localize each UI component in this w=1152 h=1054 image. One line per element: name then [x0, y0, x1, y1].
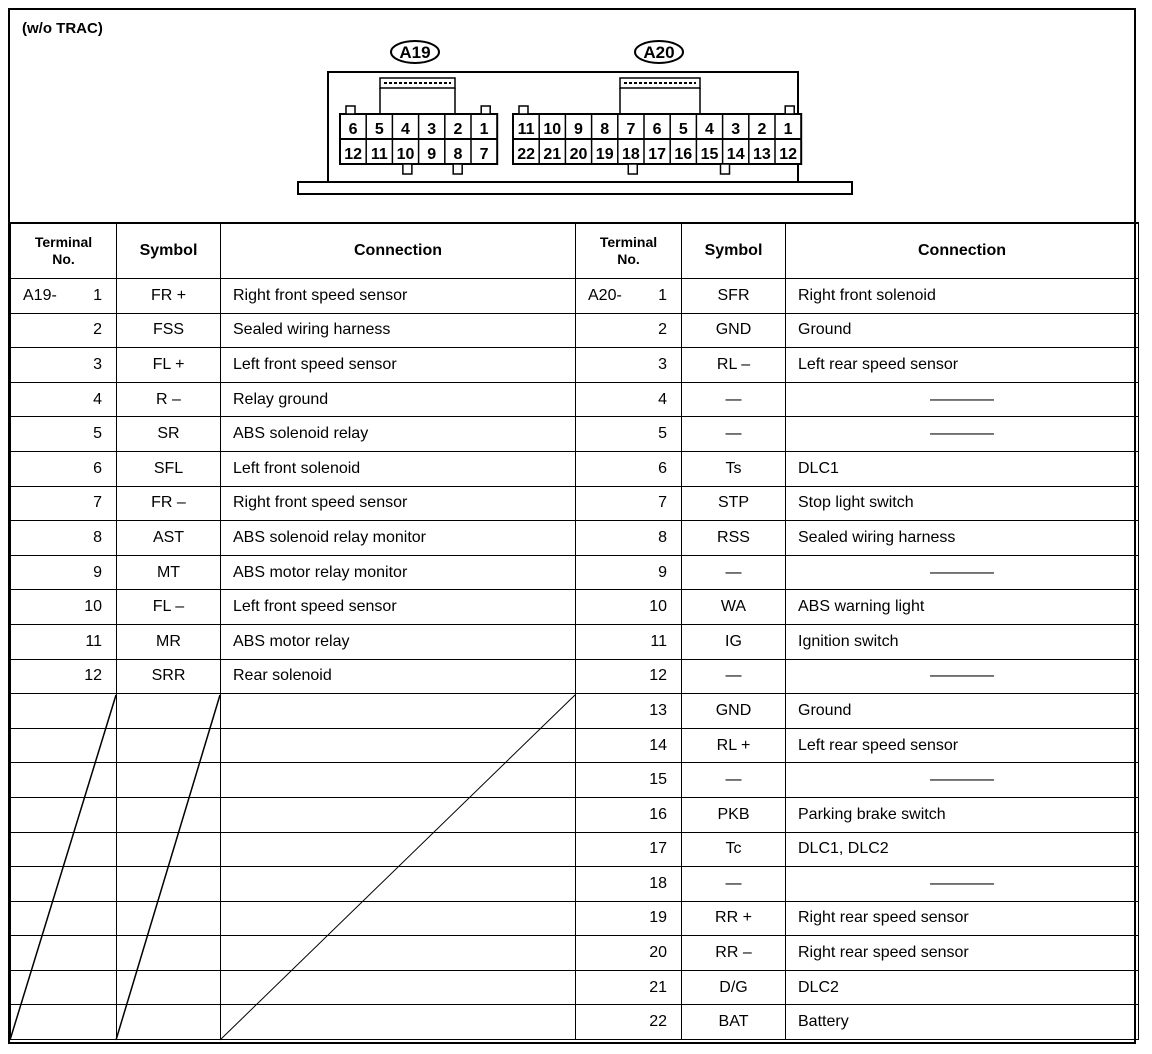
table-row	[576, 694, 1139, 729]
connection-cell: DLC1	[786, 451, 1139, 486]
table-row	[576, 279, 1139, 314]
terminal-no	[11, 694, 117, 729]
pin-number: 7	[479, 146, 489, 163]
terminal-no: 7	[576, 486, 682, 521]
left-terminal-table	[10, 222, 576, 1040]
terminal-no: 13	[576, 694, 682, 729]
connection-cell: ————	[786, 382, 1139, 417]
symbol-cell: —	[682, 417, 786, 452]
table-row	[11, 624, 576, 659]
pin-number: 13	[753, 146, 771, 163]
connection-cell: ————	[786, 417, 1139, 452]
wiring-page	[8, 8, 1136, 1044]
connection-cell: Right rear speed sensor	[786, 936, 1139, 971]
symbol-cell	[117, 970, 221, 1005]
terminal-no: 22	[576, 1005, 682, 1040]
connector-svg	[10, 10, 1138, 222]
pin-number: 4	[705, 121, 714, 138]
connection-cell	[221, 936, 576, 971]
connection-cell: Ground	[786, 694, 1139, 729]
table-row	[11, 867, 576, 902]
table-row	[11, 521, 576, 556]
table-row	[11, 970, 576, 1005]
connection-cell: Rear solenoid	[221, 659, 576, 694]
symbol-cell: RR –	[682, 936, 786, 971]
connector-label: A20	[643, 43, 675, 62]
terminal-no	[11, 936, 117, 971]
symbol-header: Symbol	[117, 223, 221, 279]
table-row	[11, 348, 576, 383]
connection-cell: ABS motor relay monitor	[221, 555, 576, 590]
pin-number: 1	[783, 121, 793, 138]
terminal-no: 4	[11, 382, 117, 417]
terminal-no: 10	[11, 590, 117, 625]
connection-cell: ABS solenoid relay	[221, 417, 576, 452]
symbol-cell: R –	[117, 382, 221, 417]
symbol-cell: SFR	[682, 279, 786, 314]
connection-cell: Left rear speed sensor	[786, 348, 1139, 383]
connection-cell: Left front speed sensor	[221, 348, 576, 383]
variant-label: (w/o TRAC)	[22, 20, 103, 37]
symbol-cell: PKB	[682, 797, 786, 832]
symbol-cell: WA	[682, 590, 786, 625]
pin-number: 14	[726, 146, 745, 163]
pin-number: 15	[700, 146, 719, 163]
table-row	[576, 970, 1139, 1005]
symbol-cell: Ts	[682, 451, 786, 486]
table-row	[576, 417, 1139, 452]
connection-cell: Left front speed sensor	[221, 590, 576, 625]
connection-cell: Ground	[786, 313, 1139, 348]
pin-number: 11	[517, 121, 535, 138]
pin-number: 7	[626, 121, 636, 138]
symbol-cell: RR +	[682, 901, 786, 936]
connection-cell: ABS solenoid relay monitor	[221, 521, 576, 556]
terminal-no: 11	[11, 624, 117, 659]
symbol-cell: GND	[682, 313, 786, 348]
table-row	[576, 1005, 1139, 1040]
connection-cell: Stop light switch	[786, 486, 1139, 521]
symbol-cell: —	[682, 763, 786, 798]
right-terminal-table	[575, 222, 1139, 1040]
pin-number: 3	[731, 121, 741, 138]
connection-cell: Battery	[786, 1005, 1139, 1040]
pin-number: 8	[453, 146, 463, 163]
pin-number: 8	[600, 121, 610, 138]
connector-label: A19	[399, 43, 431, 62]
symbol-cell: IG	[682, 624, 786, 659]
connection-cell: Sealed wiring harness	[221, 313, 576, 348]
connection-cell: Sealed wiring harness	[786, 521, 1139, 556]
symbol-cell: FSS	[117, 313, 221, 348]
pin-number: 6	[348, 121, 358, 138]
table-row	[11, 590, 576, 625]
pin-number: 17	[648, 146, 666, 163]
connection-cell: ABS warning light	[786, 590, 1139, 625]
pin-number: 9	[574, 121, 583, 138]
table-row	[576, 313, 1139, 348]
symbol-cell: SFL	[117, 451, 221, 486]
terminal-no: 19	[576, 901, 682, 936]
connection-cell	[221, 867, 576, 902]
table-row	[576, 867, 1139, 902]
table-row	[11, 832, 576, 867]
terminal-no: 9	[11, 555, 117, 590]
terminal-no	[11, 1005, 117, 1040]
pin-number: 10	[543, 121, 562, 138]
table-row	[576, 521, 1139, 556]
connection-cell	[221, 832, 576, 867]
symbol-header: Symbol	[682, 223, 786, 279]
symbol-cell: —	[682, 659, 786, 694]
pin-number: 11	[370, 146, 388, 163]
symbol-cell	[117, 763, 221, 798]
terminal-no: 12	[11, 659, 117, 694]
pin-number: 12	[779, 146, 797, 163]
connection-cell	[221, 797, 576, 832]
symbol-cell: —	[682, 382, 786, 417]
table-row	[11, 1005, 576, 1040]
pin-number: 5	[678, 121, 688, 138]
table-row	[11, 936, 576, 971]
table-row	[576, 936, 1139, 971]
symbol-cell	[117, 1005, 221, 1040]
symbol-cell: FR +	[117, 279, 221, 314]
terminal-no: 4	[576, 382, 682, 417]
table-row	[11, 382, 576, 417]
connection-cell: ————	[786, 867, 1139, 902]
pin-number: 5	[374, 121, 384, 138]
terminal-no: 21	[576, 970, 682, 1005]
connection-header: Connection	[221, 223, 576, 279]
connection-cell: ————	[786, 555, 1139, 590]
terminal-no	[11, 763, 117, 798]
pin-number: 19	[595, 146, 614, 163]
pin-number: 16	[674, 146, 693, 163]
terminal-no	[11, 867, 117, 902]
table-row	[576, 382, 1139, 417]
terminal-no: 9	[576, 555, 682, 590]
symbol-cell	[117, 694, 221, 729]
table-row	[576, 348, 1139, 383]
terminal-no: 3	[576, 348, 682, 383]
pin-number: 2	[757, 121, 767, 138]
table-row	[11, 659, 576, 694]
connection-cell: Right front solenoid	[786, 279, 1139, 314]
terminal-header: Terminal No.	[11, 223, 117, 279]
terminal-no	[11, 728, 117, 763]
symbol-cell: MT	[117, 555, 221, 590]
connection-cell: ABS motor relay	[221, 624, 576, 659]
symbol-cell	[117, 832, 221, 867]
connection-cell: Relay ground	[221, 382, 576, 417]
table-row	[576, 832, 1139, 867]
pin-number: 4	[401, 121, 410, 138]
table-row	[576, 590, 1139, 625]
table-row	[576, 486, 1139, 521]
terminal-no: 18	[576, 867, 682, 902]
table-row	[576, 659, 1139, 694]
connection-cell: DLC2	[786, 970, 1139, 1005]
terminal-no	[11, 970, 117, 1005]
terminal-no: 14	[576, 728, 682, 763]
connection-cell: Right rear speed sensor	[786, 901, 1139, 936]
terminal-no: 7	[11, 486, 117, 521]
terminal-no: A20- 1	[576, 279, 682, 314]
table-row	[576, 555, 1139, 590]
symbol-cell: —	[682, 555, 786, 590]
terminal-no	[11, 832, 117, 867]
symbol-cell: —	[682, 867, 786, 902]
table-row	[11, 555, 576, 590]
pin-number: 3	[427, 121, 437, 138]
terminal-no: 8	[576, 521, 682, 556]
connection-header: Connection	[786, 223, 1139, 279]
pin-number: 21	[543, 146, 562, 163]
pin-number: 18	[622, 146, 640, 163]
pin-number: 6	[652, 121, 662, 138]
table-row	[11, 417, 576, 452]
terminal-no: 6	[576, 451, 682, 486]
symbol-cell	[117, 728, 221, 763]
symbol-cell: FL –	[117, 590, 221, 625]
pin-number: 10	[396, 146, 415, 163]
terminal-no: 6	[11, 451, 117, 486]
table-row	[576, 901, 1139, 936]
terminal-no: 8	[11, 521, 117, 556]
table-row	[11, 313, 576, 348]
symbol-cell	[117, 901, 221, 936]
table-row	[11, 279, 576, 314]
terminal-no: A19- 1	[11, 279, 117, 314]
symbol-cell: AST	[117, 521, 221, 556]
connection-cell: Left rear speed sensor	[786, 728, 1139, 763]
connection-cell	[221, 694, 576, 729]
connection-cell: Left front solenoid	[221, 451, 576, 486]
terminal-no: 11	[576, 624, 682, 659]
table-row	[576, 763, 1139, 798]
connection-cell	[221, 1005, 576, 1040]
pin-number: 12	[344, 146, 362, 163]
symbol-cell	[117, 797, 221, 832]
connection-cell	[221, 763, 576, 798]
terminal-no: 12	[576, 659, 682, 694]
table-row	[11, 728, 576, 763]
symbol-cell: GND	[682, 694, 786, 729]
table-row	[11, 797, 576, 832]
table-row	[11, 901, 576, 936]
symbol-cell: STP	[682, 486, 786, 521]
symbol-cell: Tc	[682, 832, 786, 867]
terminal-no: 17	[576, 832, 682, 867]
symbol-cell: MR	[117, 624, 221, 659]
connection-cell: ————	[786, 659, 1139, 694]
pin-number: 1	[479, 121, 489, 138]
pin-number: 22	[517, 146, 535, 163]
terminal-header: Terminal No.	[576, 223, 682, 279]
terminal-no: 5	[576, 417, 682, 452]
terminal-no	[11, 797, 117, 832]
symbol-cell: FR –	[117, 486, 221, 521]
terminal-no: 5	[11, 417, 117, 452]
connection-cell: Ignition switch	[786, 624, 1139, 659]
symbol-cell: RSS	[682, 521, 786, 556]
connection-cell: Right front speed sensor	[221, 279, 576, 314]
connection-cell: Parking brake switch	[786, 797, 1139, 832]
terminal-no: 2	[576, 313, 682, 348]
pin-number: 20	[569, 146, 588, 163]
connection-cell	[221, 901, 576, 936]
symbol-cell: RL –	[682, 348, 786, 383]
symbol-cell: FL +	[117, 348, 221, 383]
terminal-no: 10	[576, 590, 682, 625]
terminal-no: 20	[576, 936, 682, 971]
symbol-cell: BAT	[682, 1005, 786, 1040]
terminal-no	[11, 901, 117, 936]
symbol-cell: RL +	[682, 728, 786, 763]
connector-diagram	[10, 10, 1138, 224]
connection-cell	[221, 970, 576, 1005]
terminal-no: 3	[11, 348, 117, 383]
pin-number: 2	[453, 121, 463, 138]
symbol-cell: SR	[117, 417, 221, 452]
table-row	[11, 451, 576, 486]
symbol-cell	[117, 936, 221, 971]
symbol-cell: D/G	[682, 970, 786, 1005]
connection-cell: ————	[786, 763, 1139, 798]
table-row	[11, 486, 576, 521]
connection-cell	[221, 728, 576, 763]
connection-cell: DLC1, DLC2	[786, 832, 1139, 867]
symbol-cell: SRR	[117, 659, 221, 694]
table-row	[11, 694, 576, 729]
terminal-no: 16	[576, 797, 682, 832]
terminal-no: 2	[11, 313, 117, 348]
table-row	[11, 763, 576, 798]
pin-number: 9	[427, 146, 437, 163]
table-row	[576, 451, 1139, 486]
terminal-no: 15	[576, 763, 682, 798]
table-row	[576, 728, 1139, 763]
table-row	[576, 797, 1139, 832]
symbol-cell	[117, 867, 221, 902]
table-row	[576, 624, 1139, 659]
connection-cell: Right front speed sensor	[221, 486, 576, 521]
